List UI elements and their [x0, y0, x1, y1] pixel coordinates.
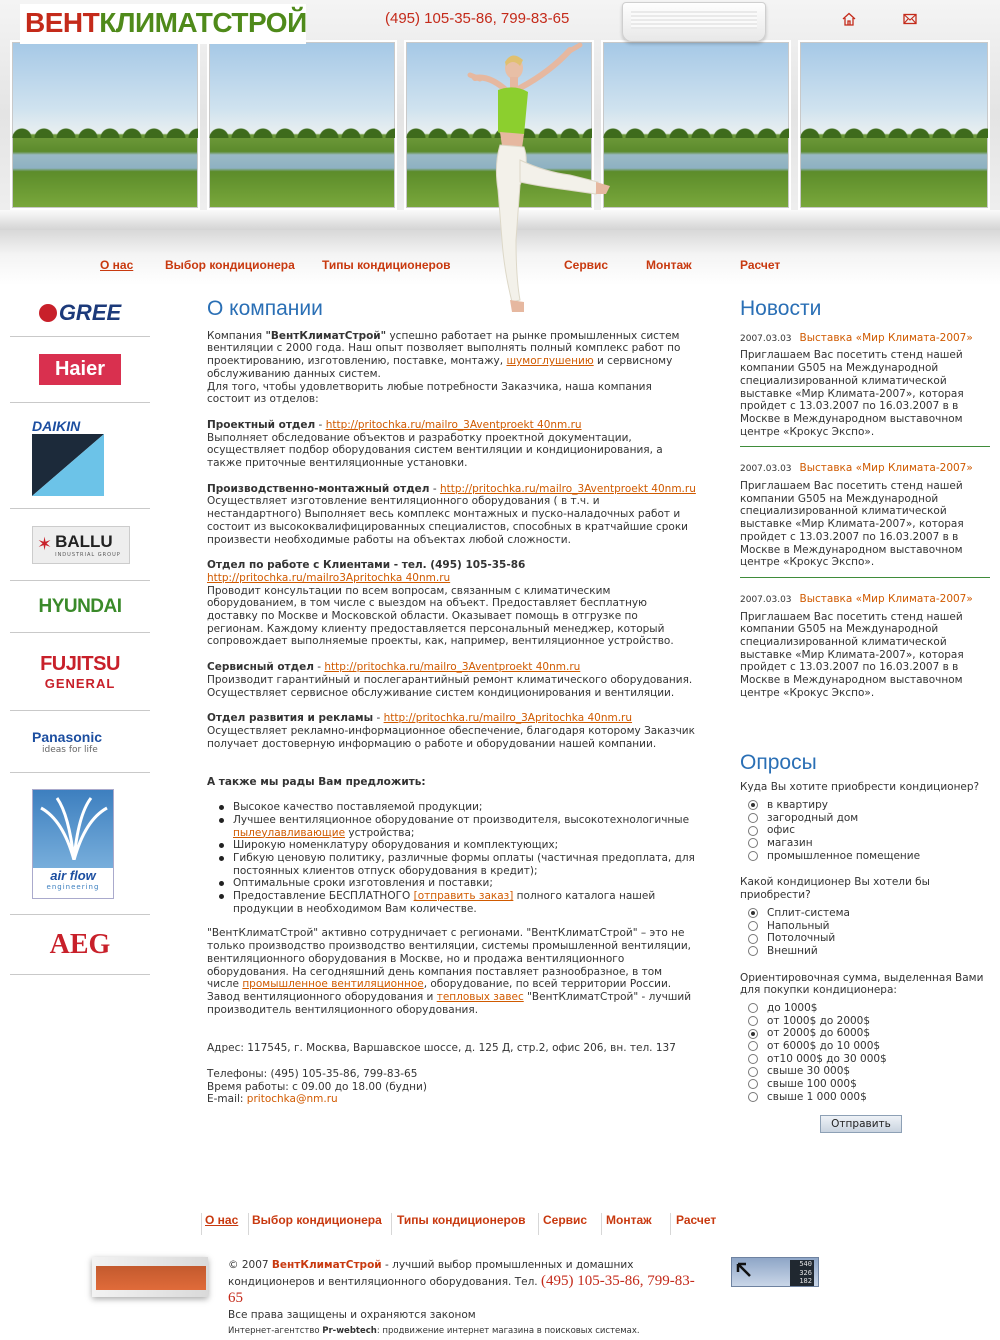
dept-advertising-text: Осуществляет рекламно-информационное обеспечение, благодаря которому Заказчик получает достоверную информацию о работе и оборудовании нашей компании.: [207, 724, 695, 750]
poll-2: [740, 876, 990, 957]
footer-ac-image: [92, 1257, 208, 1297]
footer-nav-conditioner-types[interactable]: Типы кондиционеров: [397, 1213, 526, 1227]
header-phone: (495) 105-35-86, 799-83-65: [385, 10, 570, 27]
list-item: Лучшее вентиляционное оборудование от производителя, высокотехнологичные пылеулавливающие устройства;: [219, 814, 697, 839]
brand-list: [10, 290, 150, 975]
news-title-link[interactable]: Выставка «Мир Климата-2007»: [799, 462, 973, 475]
list-item: Оптимальные сроки изготовления и поставки;: [219, 877, 697, 890]
work-hours: Время работы: с 09.00 до 18.00 (будни): [207, 1080, 427, 1093]
email-line: E-mail: pritochka@nm.ru: [207, 1093, 338, 1106]
intro-text: Компания "ВентКлиматСтрой" успешно работает на рынке промышленных систем вентиляции с 2000 года. Наш опыт позволяет выполнять полный комплекс работ по проектированию, изготовлению, поставке, монтажу, шумоглушению и сервисному обслуживанию данных систем.: [207, 329, 681, 380]
footer-nav-about[interactable]: О нас: [205, 1213, 239, 1227]
brand-airflow-label: air flow: [50, 867, 96, 883]
brand-panasonic-label: Panasonic: [32, 728, 103, 745]
brand-gree-label: GREE: [58, 300, 122, 325]
poll-option[interactable]: офис: [748, 824, 990, 837]
poll-option[interactable]: магазин: [748, 837, 990, 850]
brand-ballu-label: BALLU: [55, 531, 113, 551]
radio-button[interactable]: [748, 826, 758, 836]
poll-question: Куда Вы хотите приобрести кондиционер?: [740, 781, 980, 794]
offers-title: А также мы рады Вам предложить:: [207, 776, 426, 789]
footer-nav-installation[interactable]: Монтаж: [606, 1213, 652, 1227]
footer-text: © 2007 ВентКлиматСтрой - лучший выбор промышленных и домашних кондиционеров и вентиляционного оборудования. Тел. (495) 105-35-86, 799-83-65 Все права защищены и охраняются законом Интернет-агентство Pr-webtech: продвижение интернет магазина в поисковых системах.: [228, 1257, 698, 1339]
radio-button[interactable]: [748, 813, 758, 823]
cursor-icon: [736, 1262, 754, 1282]
poll-option[interactable]: свыше 1 000 000$: [748, 1091, 990, 1104]
news-text: Приглашаем Вас посетить стенд нашей компании G505 на Международной специализированной климатической выставке «Мир Климата-2007», которая пройдет с 13.03.2007 по 16.03.2007 в в Москве в Международном выставочном центре «Крокус Экспо».: [740, 610, 964, 699]
dept-production-text: Осуществляет изготовление вентиляционного оборудования ( в т.ч. и нестандартного) Выполняет весь комплекс монтажных и пуско-наладочных работ и состоит из высококвалифицированных специалистов, способных в кратчайшие сроки произвести необходимые работы на объектах любой сложности.: [207, 495, 688, 546]
dept-design: Проектный отдел - http://pritochka.ru/mailro_3Aventproekt 40nm.ru: [207, 418, 582, 431]
right-column: [740, 297, 990, 1131]
radio-button[interactable]: [748, 800, 758, 810]
dept-advertising: Отдел развития и рекламы - http://pritochka.ru/mailro_3Apritochka 40nm.ru: [207, 712, 633, 725]
noise-link[interactable]: шумоглушению: [506, 355, 594, 368]
poll-option[interactable]: до 1000$: [748, 1002, 990, 1015]
list-item: Высокое качество поставляемой продукции;: [219, 801, 697, 814]
footer-agency: Интернет-агентство Pr-webtech: продвижение интернет магазина в поисковых системах.: [228, 1326, 640, 1336]
divider: [601, 1213, 602, 1235]
radio-button[interactable]: [748, 1029, 758, 1039]
news-title-link[interactable]: Выставка «Мир Климата-2007»: [799, 592, 973, 605]
brand-fujitsu-general[interactable]: [10, 633, 150, 711]
dept-clients-link[interactable]: http://pritochka.ru/mailro3Apritochka 40nm.ru: [207, 571, 451, 584]
brand-fujitsu-label: FUJITSU: [40, 652, 120, 675]
regions-text: "ВентКлиматСтрой" активно сотрудничает с регионами. "ВентКлиматСтрой" – это не только производство производство вентиляции, системы промышленной вентиляции, вентиляционного оборудования в Москве, но и продажа вентиляционного оборудования. На сегодняшний день компания поставляет разнообразное, в том числе промышленное вентиляционное, оборудование, по всей территории России. Завод вентиляционного оборудования и тепловых завес "ВентКлиматСтрой" - лучший производитель вентиляционного оборудования.: [207, 927, 692, 1016]
divider: [248, 1213, 249, 1235]
poll-question: Какой кондиционер Вы хотели бы приобрести?: [740, 876, 930, 902]
footer-nav-choose-conditioner[interactable]: Выбор кондиционера: [252, 1213, 382, 1227]
divider: [670, 1213, 671, 1235]
radio-button[interactable]: [748, 934, 758, 944]
poll-option[interactable]: Потолочный: [748, 932, 990, 945]
brand-airflow[interactable]: [10, 773, 150, 915]
radio-button[interactable]: [748, 1054, 758, 1064]
poll-option[interactable]: свыше 30 000$: [748, 1065, 990, 1078]
send-order-link[interactable]: [отправить заказ]: [413, 890, 514, 903]
mail-icon[interactable]: [903, 13, 917, 25]
offers-list: [219, 801, 697, 915]
home-icon[interactable]: [842, 12, 856, 26]
radio-button[interactable]: [748, 1041, 758, 1051]
radio-button[interactable]: [748, 1016, 758, 1026]
main-content: [207, 297, 697, 1106]
nav-conditioner-types[interactable]: Типы кондиционеров: [322, 258, 451, 272]
dept-design-link[interactable]: http://pritochka.ru/mailro_3Aventproekt 40nm.ru: [325, 418, 582, 431]
email-link[interactable]: pritochka@nm.ru: [246, 1093, 338, 1106]
poll-option[interactable]: Сплит-система: [748, 907, 990, 920]
poll-option[interactable]: в квартиру: [748, 799, 990, 812]
window-pane: [10, 40, 200, 210]
dept-service-text: Производит гарантийный и послегарантийный ремонт климатического оборудования. Осуществляет сервисное обслуживание систем кондиционирования и вентиляции.: [207, 673, 693, 699]
news-item: [740, 593, 990, 708]
radio-button[interactable]: [748, 851, 758, 861]
divider: [538, 1213, 539, 1235]
news-title: Новости: [740, 297, 822, 320]
brand-ballu[interactable]: ✶ BALLU INDUSTRIAL GROUP: [10, 509, 150, 581]
nav-service[interactable]: Сервис: [564, 258, 609, 272]
brand-hyundai-label: HYUNDAI: [38, 595, 122, 617]
dept-service: Сервисный отдел - http://pritochka.ru/mailro_3Aventproekt 40nm.ru: [207, 661, 581, 674]
news-date: 2007.03.03: [740, 594, 792, 605]
nav-installation[interactable]: Монтаж: [646, 258, 692, 272]
poll-option[interactable]: Внешний: [748, 945, 990, 958]
dept-production: Производственно-монтажный отдел - http://pritochka.ru/mailro_3Aventproekt 40nm.ru: [207, 482, 696, 495]
news-item: [740, 462, 990, 578]
footer-nav-service[interactable]: Сервис: [543, 1213, 588, 1227]
dept-advertising-link[interactable]: http://pritochka.ru/mailro_3Apritochka 40nm.ru: [383, 712, 633, 725]
visit-counter[interactable]: [731, 1257, 819, 1287]
poll-option[interactable]: от10 000$ до 30 000$: [748, 1053, 990, 1066]
poll-option[interactable]: от 2000$ до 6000$: [748, 1027, 990, 1040]
brand-haier-label: Haier: [39, 354, 121, 385]
dept-clients-text: Проводит консультации по всем вопросам, связанным с климатическим оборудованием, в том числе с выездом на объект. Предоставляет бесплатную доставку по Москве и Московской области. Оказывает помощь в отгрузке по регионам. Каждому клиенту предоставляется персональный менеджер, который сопровождает выполняемые проекты, как, например, вентиляционное устройство.: [207, 584, 674, 648]
dept-production-link[interactable]: http://pritochka.ru/mailro_3Aventproekt 40nm.ru: [439, 482, 696, 495]
dept-design-text: Выполняет обследование объектов и разработку проектной документации, осуществляет подбор оборудования систем вентиляции и кондиционирования, а также приточные вентиляционные установки.: [207, 431, 663, 470]
divider: [201, 1213, 202, 1235]
news-text: Приглашаем Вас посетить стенд нашей компании G505 на Международной специализированной климатической выставке «Мир Климата-2007», которая пройдет с 13.03.2007 по 16.03.2007 в в Москве в Международном выставочном центре «Крокус Экспо».: [740, 480, 964, 569]
brand-gree[interactable]: [10, 290, 150, 337]
window-pane: [798, 40, 990, 210]
poll-question: Ориентировочная сумма, выделенная Вами для покупки кондиционера:: [740, 971, 984, 997]
nav-calculation[interactable]: Расчет: [740, 258, 781, 272]
dust-link[interactable]: пылеулавливающие: [233, 826, 346, 839]
radio-button[interactable]: [748, 921, 758, 931]
dept-service-link[interactable]: http://pritochka.ru/mailro_3Aventproekt 40nm.ru: [324, 661, 581, 674]
poll-option[interactable]: загородный дом: [748, 812, 990, 825]
brand-daikin-label: DAIKIN: [32, 417, 81, 434]
brand-aeg-label: AEG: [49, 928, 111, 960]
brand-panasonic-slogan: ideas for life: [42, 744, 98, 755]
phones: Телефоны: (495) 105-35-86, 799-83-65: [207, 1068, 418, 1081]
window-pane: [207, 40, 397, 210]
dept-clients: Отдел по работе с Клиентами - тел. (495) 105-35-86 http://pritochka.ru/mailro3Apritochka 40nm.ru: [207, 559, 526, 584]
airflow-fountain-icon: [33, 790, 115, 860]
footer: [0, 1245, 1000, 1340]
news-date: 2007.03.03: [740, 333, 792, 344]
news-item: [740, 332, 990, 448]
radio-button[interactable]: [748, 946, 758, 956]
poll-3: [740, 972, 990, 1104]
radio-button[interactable]: [748, 1079, 758, 1089]
news-text: Приглашаем Вас посетить стенд нашей компании G505 на Международной специализированной климатической выставке «Мир Климата-2007», которая пройдет с 13.03.2007 по 16.03.2007 в в Москве в Международном выставочном центре «Крокус Экспо».: [740, 349, 964, 438]
heat-curtains-link[interactable]: тепловых завес: [436, 990, 524, 1003]
list-item: Гибкую ценовую политику, различные формы оплаты (частичная предоплата, для постоянных клиентов отпуск оборудования в кредит);: [219, 852, 697, 877]
nav-about[interactable]: О нас: [100, 258, 134, 272]
radio-button[interactable]: [748, 1003, 758, 1013]
radio-button[interactable]: [748, 1067, 758, 1077]
address: Адрес: 117545, г. Москва, Варшавское шоссе, д. 125 Д, стр.2, офис 206, вн. тел. 137: [207, 1042, 676, 1055]
agency-link[interactable]: Pr-webtech: [322, 1326, 377, 1336]
site-logo[interactable]: ВЕНТКЛИМАТСТРОЙ: [20, 4, 306, 44]
brand-general-label: GENERAL: [44, 675, 116, 691]
page-title: О компании: [207, 297, 323, 320]
list-item: Предоставление БЕСПЛАТНОГО [отправить заказ] полного каталога нашей продукции в необходимом Вам количестве.: [219, 890, 697, 915]
polls-title: Опросы: [740, 750, 817, 774]
industrial-vent-link[interactable]: промышленное вентиляционное: [242, 978, 424, 991]
radio-button[interactable]: [748, 1092, 758, 1102]
brand-haier[interactable]: [10, 337, 150, 403]
footer-rights: Все права защищены и охраняются законом: [228, 1309, 476, 1321]
divider: [391, 1213, 392, 1235]
footer-nav-calculation[interactable]: Расчет: [676, 1213, 717, 1227]
counter-values: 540 326 182: [790, 1260, 814, 1286]
brand-aeg[interactable]: [10, 915, 150, 975]
nav-choose-conditioner[interactable]: Выбор кондиционера: [165, 258, 295, 272]
radio-button[interactable]: [748, 908, 758, 918]
poll-1: [740, 781, 990, 862]
poll-option[interactable]: промышленное помещение: [748, 850, 990, 863]
brand-panasonic[interactable]: [10, 711, 150, 773]
brand-airflow-sub: engineering: [46, 882, 100, 891]
window-pane: [601, 40, 791, 210]
poll-submit-button[interactable]: Отправить: [820, 1115, 902, 1133]
air-conditioner-image: [622, 2, 766, 42]
poll-option[interactable]: от 1000$ до 2000$: [748, 1015, 990, 1028]
news-date: 2007.03.03: [740, 464, 792, 475]
poll-option[interactable]: от 6000$ до 10 000$: [748, 1040, 990, 1053]
radio-button[interactable]: [748, 838, 758, 848]
poll-option[interactable]: свыше 100 000$: [748, 1078, 990, 1091]
news-title-link[interactable]: Выставка «Мир Климата-2007»: [799, 331, 973, 344]
dancer-image: [420, 0, 620, 330]
brand-daikin[interactable]: [10, 403, 150, 509]
poll-option[interactable]: Напольный: [748, 920, 990, 933]
brand-hyundai[interactable]: [10, 581, 150, 633]
daikin-logo-icon: [32, 434, 104, 496]
list-item: Широкую номенклатуру оборудования и комплектующих;: [219, 839, 697, 852]
intro-text-2: Для того, чтобы удовлетворить любые потребности Заказчика, наша компания состоит из отделов:: [207, 380, 652, 406]
brand-ballu-sub: INDUSTRIAL GROUP: [55, 551, 121, 558]
